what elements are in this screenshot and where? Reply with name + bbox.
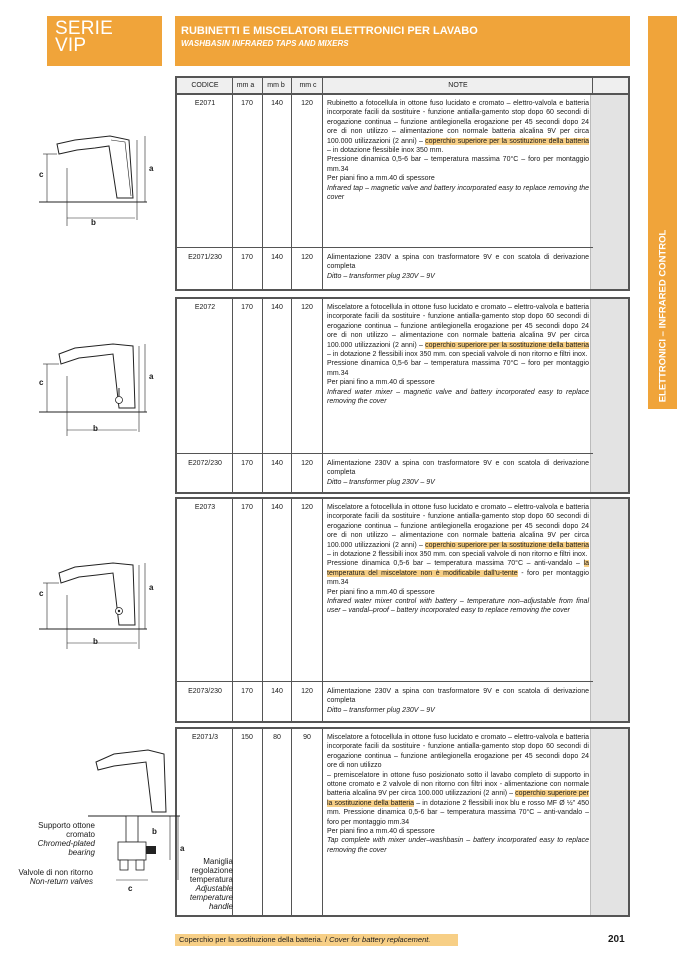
cell-a: 150: [241, 734, 253, 741]
note-text: Tap complete with mixer under–washbasin – battery incorporated easy to replace removing the cover: [327, 837, 589, 854]
col-header-b: mm b: [267, 82, 285, 89]
cell-b: 140: [271, 460, 283, 467]
note-text: - foro per montaggio mm.34: [327, 569, 589, 587]
note-text: Rubinetto a fotocellula in ottone fuso lucidato e cromato – elettro-valvola e batteria incorporate facili da sostituire - funzione antialla-gamento stop dopo 60 secondi di erogazione continua – funzione antilegionella erogazione per 45 secondi dopo 24 ore di non utilizzo – alimentazione con normale batteria alcalina 9V per circa 100.000 utilizzazioni (2 anni) –: [327, 100, 589, 145]
cell-c: 120: [301, 688, 313, 695]
product-block-e2072: [175, 297, 630, 494]
cell-c: 120: [301, 304, 313, 311]
dim-a-label: a: [149, 583, 154, 592]
cell-note: [327, 459, 589, 487]
product-block-e2071: [175, 95, 630, 291]
note-text: – in dotazione 2 flessibili inox 350 mm. con speciali valvole di non ritorno e filtri inox.: [327, 351, 588, 359]
footer-note-en: Cover for battery replacement.: [329, 935, 431, 944]
note-text: Infrared water mixer control with battery – temperature non–adjustable from final user – vandal–proof – battery incorporated easy to replace removing the cover: [327, 598, 589, 615]
cell-c: 120: [301, 460, 313, 467]
callout-valves-it: Valvole di non ritorno: [18, 868, 93, 877]
dim-b-label: b: [93, 424, 98, 433]
cell-a: 170: [241, 254, 253, 261]
tap-drawing-e2071-3: [88, 740, 188, 895]
cell-note: [327, 687, 589, 715]
callout-handle: [178, 857, 233, 911]
table-header: [175, 76, 630, 95]
note-text: Alimentazione 230V a spina con trasformatore 9V e con scatola di derivazione completa: [327, 688, 589, 705]
dim-c-label: c: [39, 378, 44, 387]
page-subtitle: WASHBASIN INFRARED TAPS AND MIXERS: [181, 39, 349, 48]
mixer-drawing-e2073: [35, 553, 155, 658]
note-text: Per piani fino a mm.40 di spessore: [327, 379, 435, 387]
cell-code: E2071: [194, 100, 216, 107]
cell-code: E2072/230: [188, 460, 222, 467]
callout-bearing: [10, 821, 95, 857]
note-text: Ditto – transformer plug 230V – 9V: [327, 478, 435, 486]
note-highlight: coperchio superiore per la sostituzione della batteria: [425, 341, 589, 349]
note-text: Miscelatore a fotocellula in ottone fuso lucidato e cromato – elettro-valvola e batteria incorporate facili da sostituire - funzione antialla-gamento stop dopo 60 secondi di erogazione continua – funzione antilegionella erogazione per 45 secondi dopo 24 ore di non utilizzo – alimentazione con normale batteria alcalina 9V per circa 100.000 utilizzazioni (2 anni) –: [327, 304, 589, 349]
cell-a: 170: [241, 100, 253, 107]
dim-b-label: b: [152, 827, 157, 836]
col-header-a: mm a: [236, 82, 255, 89]
cell-b: 140: [271, 504, 283, 511]
dim-c-label: c: [39, 170, 44, 179]
page-title-box: [175, 16, 630, 66]
cell-note: [327, 253, 589, 281]
cell-b: 140: [271, 688, 283, 695]
cell-a: 170: [241, 504, 253, 511]
cell-a: 170: [241, 304, 253, 311]
cell-note: [327, 99, 589, 202]
note-text: – in dotazione flessibile inox 350 mm.: [327, 147, 444, 155]
note-highlight: coperchio superiore per la sostituzione della batteria: [327, 790, 589, 807]
spare-column: [590, 95, 628, 289]
note-text: Ditto – transformer plug 230V – 9V: [327, 706, 435, 714]
series-badge: [47, 16, 162, 66]
series-name: VIP: [55, 35, 87, 56]
col-header-code: CODICE: [191, 82, 219, 89]
cell-c: 120: [301, 100, 313, 107]
note-text: – in dotazione 2 flessibili inox blu e rosso MF Ø ½" 450 mm. Pressione dinamica 0,5-6 bar – temperatura massima 70°C – anti-vandalo – foro per montaggio mm.34: [327, 799, 589, 826]
dim-a-label: a: [180, 844, 185, 853]
note-text: Ditto – transformer plug 230V – 9V: [327, 272, 435, 280]
dim-a-label: a: [149, 164, 154, 173]
series-label: SERIE: [55, 18, 114, 39]
cell-note: [327, 503, 589, 616]
dim-c-label: c: [128, 884, 133, 893]
note-text: Per piani fino a mm.40 di spessore: [327, 175, 435, 183]
section-side-tab: [648, 16, 677, 409]
spare-column: [590, 299, 628, 492]
cell-code: E2073: [194, 504, 216, 511]
dim-a-label: a: [149, 372, 154, 381]
note-highlight: la temperatura del miscelatore non è modificabile dall'u-tente: [327, 560, 589, 577]
note-text: – premiscelatore in ottone fuso posizionato sotto il lavabo completo di supporto in ottone cromato e 2 valvole di non ritorno con filtri inox - alimentazione con normale batteria alcalina 9V per circa 100.000 utilizzazioni (2 anni) –: [327, 771, 589, 798]
cell-c: 120: [301, 254, 313, 261]
col-header-note: NOTE: [448, 82, 468, 89]
note-text: Pressione dinamica 0,5-6 bar – temperatura massima 70°C – anti-vandalo –: [327, 560, 584, 568]
cell-code: E2073/230: [188, 688, 222, 695]
cell-b: 80: [273, 734, 281, 741]
callout-handle-it: Maniglia regolazione temperatura: [189, 857, 233, 884]
callout-bearing-en: Chromed-plated bearing: [37, 839, 95, 857]
cell-b: 140: [271, 304, 283, 311]
callout-valves: [10, 868, 93, 886]
cell-b: 140: [271, 100, 283, 107]
spare-column: [590, 729, 628, 915]
dim-c-label: c: [39, 589, 44, 598]
note-text: Miscelatore a fotocellula in ottone fuso lucidato e cromato – elettro-valvola e batteria incorporate facili da sostituire - funzione antialla-gamento stop dopo 60 secondi di erogazione continua – funzione antilegionella erogazione per 45 secondi dopo 24 ore di non utilizzo: [327, 734, 589, 770]
cell-note: [327, 733, 589, 855]
note-text: Infrared water mixer – magnetic valve and battery incorporated easy to replace removing the cover: [327, 388, 589, 406]
dim-b-label: b: [91, 218, 96, 227]
note-text: Alimentazione 230V a spina con trasformatore 9V e con scatola di derivazione completa: [327, 254, 589, 271]
callout-valves-en: Non-return valves: [29, 877, 93, 886]
note-text: Per piani fino a mm.40 di spessore: [327, 828, 435, 836]
callout-handle-en: Adjustable temperature handle: [189, 884, 233, 911]
cell-b: 140: [271, 254, 283, 261]
note-text: Per piani fino a mm.40 di spessore: [327, 588, 435, 596]
cell-code: E2071/230: [188, 254, 222, 261]
note-text: Infrared tap – magnetic valve and battery incorporated easy to replace removing the cover: [327, 184, 589, 202]
note-highlight: coperchio superiore per la sostituzione della batteria: [425, 541, 589, 549]
product-block-e2073: [175, 497, 630, 723]
section-side-tab-label: ELETTRONICI – INFRARED CONTROL: [657, 229, 669, 403]
cell-note: [327, 303, 589, 406]
cell-c: 90: [303, 734, 311, 741]
cell-code: E2072: [194, 304, 216, 311]
cell-a: 170: [241, 688, 253, 695]
footer-note: Coperchio per la sostituzione della batteria. / Cover for battery replacement.: [175, 934, 458, 946]
footer-note-it: Coperchio per la sostituzione della batteria.: [179, 935, 323, 944]
note-text: Miscelatore a fotocellula in ottone fuso lucidato e cromato – elettro-valvola e batteria incorporate facili da sostituire - funzione antialla-gamento stop dopo 60 secondi di erogazione continua – funzione antilegionella erogazione per 45 secondi dopo 24 ore di non utilizzo – alimentazione con normale batteria alcalina 9V per circa 100.000 utilizzazioni (2 anni) –: [327, 504, 589, 549]
note-text: – in dotazione 2 flessibili inox 350 mm. con speciali valvole di non ritorno e filtri inox.: [327, 551, 588, 559]
note-text: Pressione dinamica 0,5-6 bar – temperatura massima 70°C – foro per montaggio mm.34: [327, 156, 589, 173]
tap-drawing-e2071: [35, 120, 155, 235]
mixer-drawing-e2072: [35, 320, 155, 445]
col-header-c: mm c: [299, 82, 317, 89]
dim-b-label: b: [93, 637, 98, 646]
cell-a: 170: [241, 460, 253, 467]
note-text: Pressione dinamica 0,5-6 bar – temperatura massima 70°C – foro per montaggio mm.34: [327, 360, 589, 377]
spare-column: [590, 499, 628, 721]
callout-bearing-it: Supporto ottone cromato: [38, 821, 95, 839]
page-number: 201: [608, 934, 625, 945]
page-title: RUBINETTI E MISCELATORI ELETTRONICI PER LAVABO: [181, 25, 478, 37]
product-block-e2071-3: [175, 727, 630, 917]
note-highlight: coperchio superiore per la sostituzione della batteria: [425, 137, 589, 145]
cell-code: E2071/3: [191, 734, 219, 741]
cell-c: 120: [301, 504, 313, 511]
note-text: Alimentazione 230V a spina con trasformatore 9V e con scatola di derivazione completa: [327, 460, 589, 477]
